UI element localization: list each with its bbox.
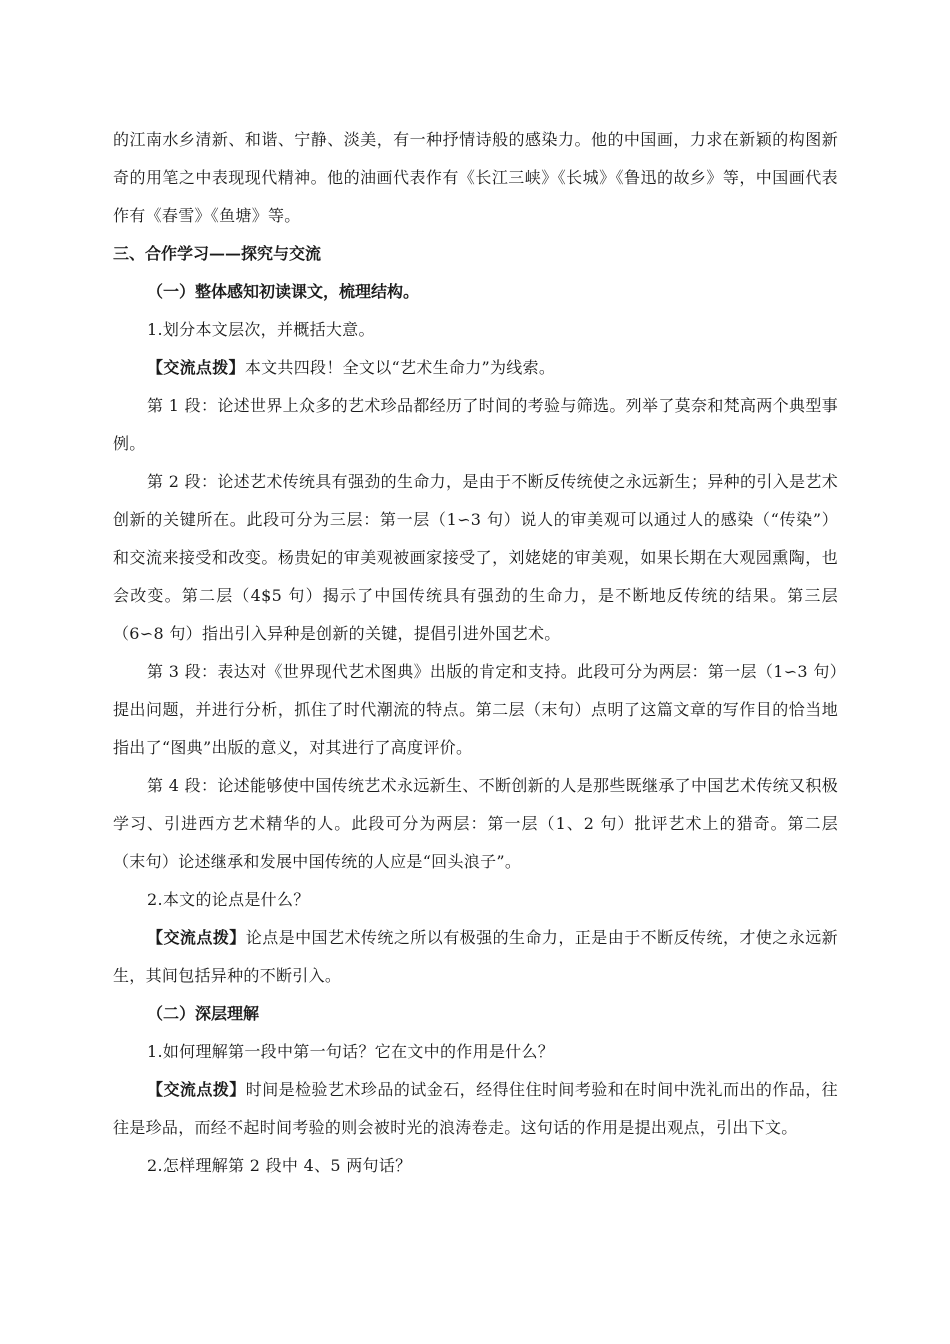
answer-3	[113, 1071, 838, 1147]
answer-3-text: 时间是检验艺术珍品的试金石，经得住住时间考验和在时间中洗礼而出的作品，往往是珍品，而经不起时间考验的则会被时光的浪涛卷走。这句话的作用是提出观点，引出下文。	[113, 1080, 838, 1137]
question-3: 1.如何理解第一段中第一句话？它在文中的作用是什么？	[147, 1042, 555, 1061]
exchange-tip-label: 【交流点拨】	[147, 928, 246, 947]
part-2-title: （二）深层理解	[147, 1004, 260, 1023]
answer-1-text: 本文共四段！全文以“艺术生命力”为线索。	[244, 358, 556, 377]
part-1-title: （一）整体感知初读课文，梳理结构。	[147, 282, 420, 301]
paragraph-2-summary: 第 2 段：论述艺术传统具有强劲的生命力，是由于不断反传统使之永远新生；异种的引入是艺术创新的关键所在。此段可分为三层：第一层（1∽3 句）说人的审美观可以通过人的感染（“传染”）和交流来接受和改变。杨贵妃的审美观被画家接受了，刘姥姥的审美观，如果长期在大观园熏陶，也会改变。第二层（4$5 句）揭示了中国传统具有强劲的生命力，是不断地反传统的结果。第三层（6∽8 句）指出引入异种是创新的关键，提倡引进外国艺术。	[113, 472, 838, 643]
answer-1	[113, 349, 838, 387]
exchange-tip-label: 【交流点拨】	[147, 358, 245, 377]
paragraph-3-summary: 第 3 段：表达对《世界现代艺术图典》出版的肯定和支持。此段可分为两层：第一层（1∽3 句）提出问题，并进行分析，抓住了时代潮流的特点。第二层（末句）点明了这篇文章的写作目的恰当地指出了“图典”出版的意义，对其进行了高度评价。	[113, 662, 838, 757]
intro-paragraph: 的江南水乡清新、和谐、宁静、淡美，有一种抒情诗般的感染力。他的中国画，力求在新颖的构图新奇的用笔之中表现现代精神。他的油画代表作有《长江三峡》《长城》《鲁迅的故乡》等，中国画代表作有《春雪》《鱼塘》等。	[113, 130, 838, 225]
answer-2	[113, 919, 838, 995]
question-1: 1.划分本文层次，并概括大意。	[147, 320, 375, 339]
paragraph-4-summary: 第 4 段：论述能够使中国传统艺术永远新生、不断创新的人是那些既继承了中国艺术传统又积极学习、引进西方艺术精华的人。此段可分为两层：第一层（1、2 句）批评艺术上的猎奇。第二层（末句）论述继承和发展中国传统的人应是“回头浪子”。	[113, 776, 838, 871]
exchange-tip-label: 【交流点拨】	[147, 1080, 246, 1099]
document-page	[113, 121, 838, 1185]
section-3-title: 三、合作学习——探究与交流	[113, 244, 322, 263]
question-4: 2.怎样理解第 2 段中 4、5 两句话？	[147, 1156, 412, 1175]
question-2: 2.本文的论点是什么？	[147, 890, 310, 909]
answer-2-text: 论点是中国艺术传统之所以有极强的生命力，正是由于不断反传统，才使之永远新生，其间包括异种的不断引入。	[113, 928, 838, 985]
paragraph-1-summary: 第 1 段：论述世界上众多的艺术珍品都经历了时间的考验与筛选。列举了莫奈和梵高两个典型事例。	[113, 396, 838, 453]
